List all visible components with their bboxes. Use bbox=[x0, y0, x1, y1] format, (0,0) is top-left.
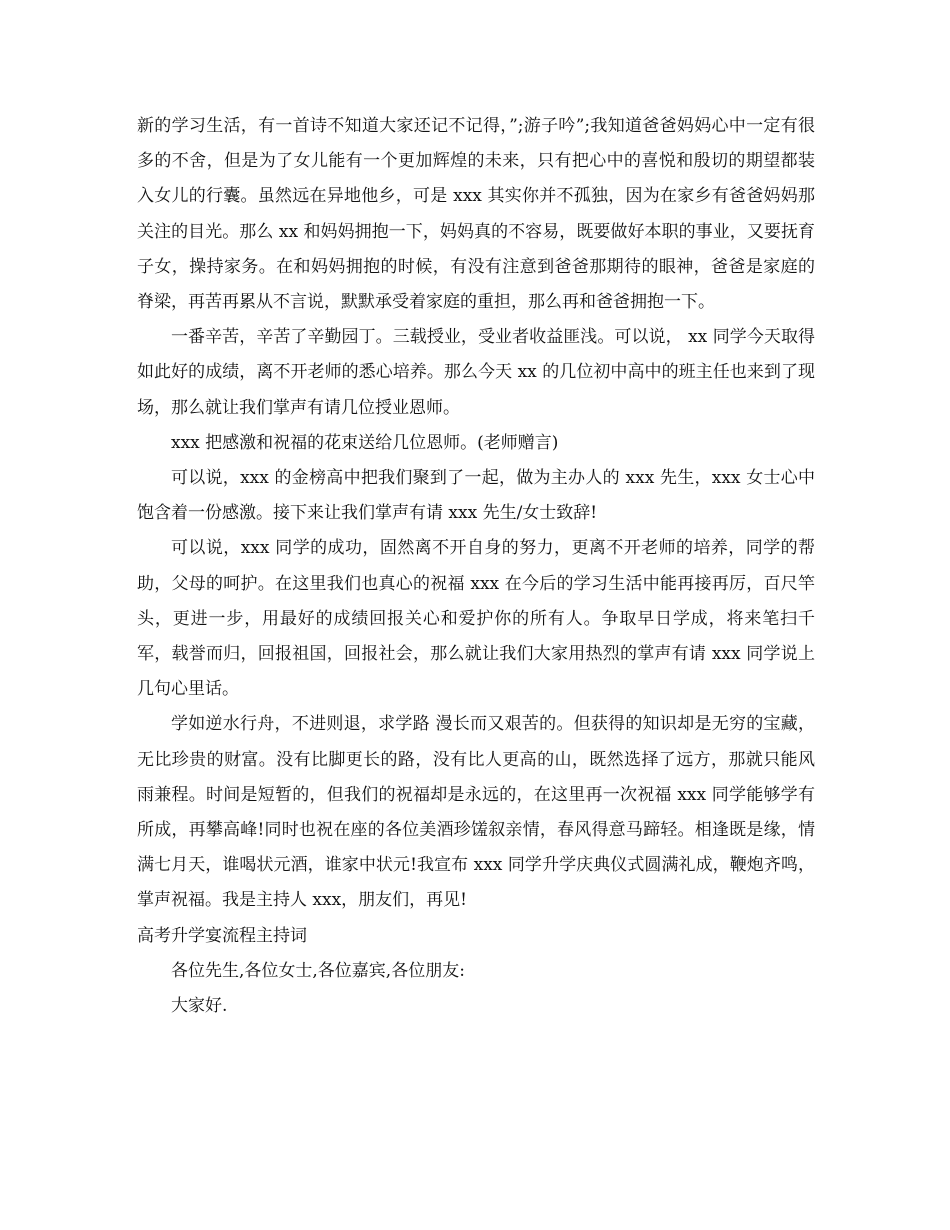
paragraph-2: 一番辛苦，辛苦了辛勤园丁。三载授业，受业者收益匪浅。可以说， xx 同学今天取得如此好的成绩，离不开老师的悉心培养。那么今天 xx 的几位初中高中的班主任也来到了现场，那么就让我们掌声有请几位授业恩师。 bbox=[137, 327, 815, 418]
paragraph-3: xxx 把感激和祝福的花束送给几位恩师。(老师赠言) bbox=[171, 432, 559, 453]
paragraph-5: 可以说，xxx 同学的成功，固然离不开自身的努力，更离不开老师的培养，同学的帮助，父母的呵护。在这里我们也真心的祝福 xxx 在今后的学习生活中能再接再厉，百尺竿头，更进一步，用最好的成绩回报关心和爱护你的所有人。争取早日学成，将来笔扫千军，载誉而归，回报祖国，回报社会，那么就让我们大家用热烈的掌声有请 xxx 同学说上几句心里话。 bbox=[137, 538, 815, 700]
greeting-line: 各位先生,各位女士,各位嘉宾,各位朋友: bbox=[171, 960, 465, 981]
paragraph-4: 可以说，xxx 的金榜高中把我们聚到了一起，做为主办人的 xxx 先生，xxx 女士心中饱含着一份感激。接下来让我们掌声有请 xxx 先生/女士致辞! bbox=[137, 468, 815, 524]
hello-line: 大家好. bbox=[171, 996, 228, 1017]
paragraph-6: 学如逆水行舟，不进则退，求学路 漫长而又艰苦的。但获得的知识却是无穷的宝藏，无比珍贵的财富。没有比脚更长的路，没有比人更高的山，既然选择了远方，那就只能风雨兼程。时间是短暂的，但我们的祝福却是永远的，在这里再一次祝福 xxx 同学能够学有所成，再攀高峰!同时也祝在座的各位美酒珍馐叙亲情，春风得意马蹄轻。相逢既是缘，情满七月天，谁喝状元酒，谁家中状元!我宣布 xxx 同学升学庆典仪式圆满礼成，鞭炮齐鸣，掌声祝福。我是主持人 xxx，朋友们，再见! bbox=[137, 714, 815, 911]
document-body bbox=[137, 109, 815, 1024]
section-title: 高考升学宴流程主持词 bbox=[137, 925, 307, 946]
paragraph-1: 新的学习生活，有一首诗不知道大家还记不记得，”;游子吟”;我知道爸爸妈妈心中一定有很多的不舍，但是为了女儿能有一个更加辉煌的未来，只有把心中的喜悦和殷切的期望都装入女儿的行囊。虽然远在异地他乡，可是 xxx 其实你并不孤独，因为在家乡有爸爸妈妈那关注的目光。那么 xx 和妈妈拥抱一下，妈妈真的不容易，既要做好本职的事业，又要抚育子女，操持家务。在和妈妈拥抱的时候，有没有注意到爸爸那期待的眼神，爸爸是家庭的脊梁，再苦再累从不言说，默默承受着家庭的重担，那么再和爸爸拥抱一下。 bbox=[137, 116, 815, 313]
